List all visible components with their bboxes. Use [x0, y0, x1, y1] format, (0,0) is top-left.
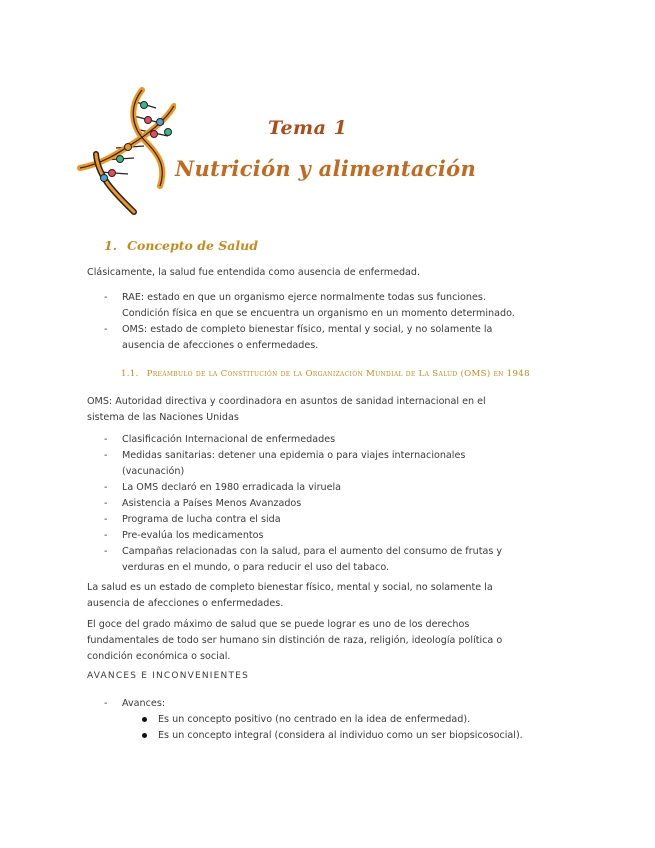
list-item: - Asistencia a Países Menos Avanzados [104, 496, 524, 512]
subsection-heading [121, 369, 530, 379]
subsection-intro: OMS: Autoridad directiva y coordinadora en asuntos de sanidad internacional en el sistema de las Naciones Unidas [87, 396, 486, 423]
section-intro: Clásicamente, la salud fue entendida como ausencia de enfermedad. [87, 267, 421, 278]
list-item: - Avances: [104, 696, 524, 712]
section-title: Concepto de Salud [127, 238, 258, 253]
list-item: - RAE: estado en que un organismo ejerce normalmente todas sus funciones. Condición física en que se encuentra un organismo en un momento determinado. [104, 290, 524, 322]
section-heading [104, 238, 258, 253]
list-item: - Campañas relacionadas con la salud, para el aumento del consumo de frutas y verduras en el mundo, o para reducir el uso del tabaco. [104, 544, 524, 576]
list-item: - Programa de lucha contra el sida [104, 512, 524, 528]
list-item: - La OMS declaró en 1980 erradicada la viruela [104, 480, 524, 496]
list-item: Es un concepto integral (considera al individuo como un ser biopsicosocial). [140, 728, 560, 744]
paragraph: El goce del grado máximo de salud que se puede lograr es uno de los derechos fundamentales de todo ser humano sin distinción de raza, religión, ideología política o condición económica o social. [87, 619, 503, 662]
avances-heading: AVANCES E INCONVENIENTES [87, 671, 249, 681]
section-number: 1. [104, 238, 118, 253]
list-item: Es un concepto positivo (no centrado en la idea de enfermedad). [140, 712, 560, 728]
list-item: - Medidas sanitarias: detener una epidemia o para viajes internacionales (vacunación) [104, 448, 524, 480]
page-title: Nutrición y alimentación [175, 156, 477, 181]
topic-label: Tema 1 [268, 117, 348, 139]
avances-sublist [140, 712, 560, 744]
avances-list [104, 696, 524, 712]
subsection-title: Preámbulo de la Constitución de la Organización Mundial de La Salud (OMS) en 1948 [146, 369, 530, 379]
definition-list [104, 290, 524, 354]
list-item: - Pre-evalúa los medicamentos [104, 528, 524, 544]
oms-functions-list [104, 432, 524, 576]
paragraph: La salud es un estado de completo bienestar físico, mental y social, no solamente la ausencia de afecciones o enfermedades. [87, 582, 493, 609]
list-item: - Clasificación Internacional de enfermedades [104, 432, 524, 448]
dna-helix-icon [76, 86, 176, 216]
subsection-number: 1.1. [121, 369, 139, 379]
list-item: - OMS: estado de completo bienestar físico, mental y social, y no solamente la ausencia de afecciones o enfermedades. [104, 322, 524, 354]
